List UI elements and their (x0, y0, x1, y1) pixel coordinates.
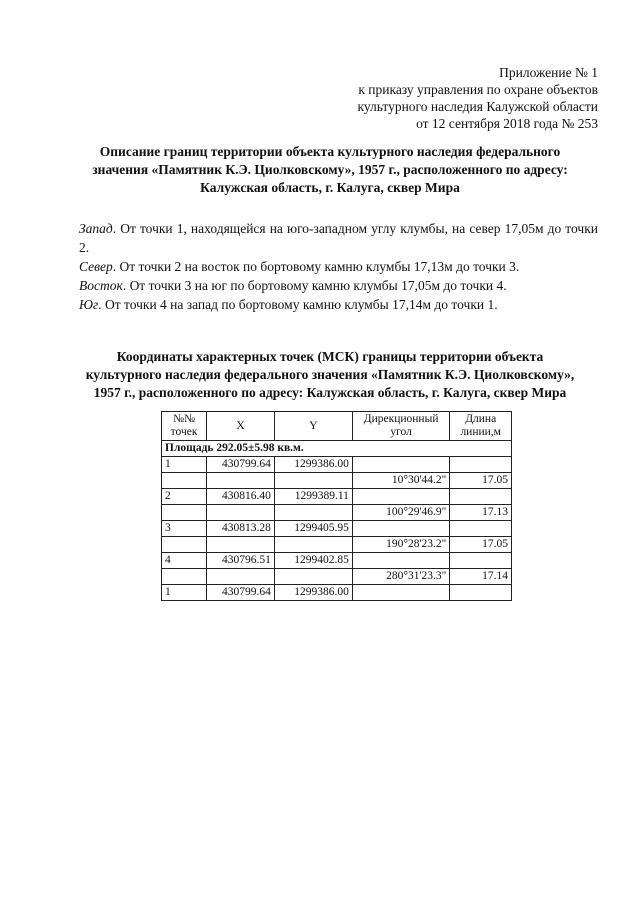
table-row (162, 521, 512, 537)
area-row (162, 441, 512, 457)
appendix-line: от 12 сентября 2018 года № 253 (416, 116, 598, 131)
table-row (162, 489, 512, 505)
cell-x (207, 537, 275, 553)
cell-point (162, 505, 207, 521)
cell-point: 3 (162, 521, 207, 537)
description-west (79, 219, 598, 257)
header-line-length: Длина линии,м (450, 412, 512, 441)
table-row (162, 569, 512, 585)
cell-length (450, 489, 512, 505)
cell-x: 430799.64 (207, 457, 275, 473)
cell-x: 430816.40 (207, 489, 275, 505)
cell-point (162, 569, 207, 585)
cell-point: 2 (162, 489, 207, 505)
cell-angle (352, 585, 450, 601)
cell-x (207, 569, 275, 585)
table-row (162, 473, 512, 489)
cell-angle (352, 489, 450, 505)
cell-x (207, 505, 275, 521)
title-line: Описание границ территории объекта культурного наследия федерального (99, 144, 561, 159)
cell-length (450, 457, 512, 473)
description-north (79, 257, 598, 276)
cell-point: 4 (162, 553, 207, 569)
appendix-line: Приложение № 1 (499, 65, 598, 80)
coordinates-title (60, 348, 600, 402)
cell-length: 17.05 (450, 473, 512, 489)
cell-point (162, 537, 207, 553)
cell-y: 1299386.00 (274, 457, 352, 473)
description-text: . От точки 2 на восток по бортовому камню клумбы 17,13м до точки 3. (112, 259, 520, 274)
description-text: . От точки 4 на запад по бортовому камню клумбы 17,14м до точки 1. (98, 297, 498, 312)
cell-y: 1299389.11 (274, 489, 352, 505)
document-title (60, 143, 600, 197)
cell-y (274, 569, 352, 585)
description-south (79, 295, 598, 314)
cell-y (274, 505, 352, 521)
direction-label: Юг (79, 297, 99, 312)
cell-point (162, 473, 207, 489)
cell-angle: 190°28'23.2" (352, 537, 450, 553)
table-row (162, 553, 512, 569)
boundary-description (79, 219, 598, 314)
cell-y (274, 473, 352, 489)
title-line: Калужская область, г. Калуга, сквер Мира (200, 180, 460, 195)
cell-angle: 100°29'46.9" (352, 505, 450, 521)
header-direction-angle: Дирекционный угол (352, 412, 450, 441)
coordinates-table (161, 411, 512, 601)
cell-x: 430799.64 (207, 585, 275, 601)
cell-point: 1 (162, 585, 207, 601)
area-cell: Площадь 292.05±5.98 кв.м. (162, 441, 512, 457)
cell-angle (352, 553, 450, 569)
direction-label: Восток (79, 278, 123, 293)
cell-angle: 10°30'44.2" (352, 473, 450, 489)
cell-length (450, 521, 512, 537)
cell-x: 430813.28 (207, 521, 275, 537)
appendix-line: культурного наследия Калужской области (357, 99, 598, 114)
cell-point: 1 (162, 457, 207, 473)
description-text: . От точки 1, находящейся на юго-западном углу клумбы, на север 17,05м до точки 2. (79, 221, 598, 255)
direction-label: Север (79, 259, 113, 274)
cell-y: 1299402.85 (274, 553, 352, 569)
direction-label: Запад (79, 221, 113, 236)
description-text: . От точки 3 на юг по бортовому камню клумбы 17,05м до точки 4. (122, 278, 507, 293)
table-row (162, 585, 512, 601)
table-row (162, 537, 512, 553)
cell-y (274, 537, 352, 553)
cell-angle (352, 457, 450, 473)
table-row (162, 457, 512, 473)
cell-length: 17.13 (450, 505, 512, 521)
cell-x (207, 473, 275, 489)
cell-length: 17.05 (450, 537, 512, 553)
cell-angle: 280°31'23.3" (352, 569, 450, 585)
title-line: значения «Памятник К.Э. Циолковскому», 1957 г., расположенного по адресу: (92, 162, 568, 177)
table-header-row (162, 412, 512, 441)
cell-length: 17.14 (450, 569, 512, 585)
title-line: культурного наследия федерального значения «Памятник К.Э. Циолковскому», (85, 367, 575, 382)
header-x: X (207, 412, 275, 441)
title-line: 1957 г., расположенного по адресу: Калужская область, г. Калуга, сквер Мира (93, 385, 567, 400)
cell-length (450, 553, 512, 569)
title-line: Координаты характерных точек (МСК) границы территории объекта (116, 349, 544, 364)
header-y: Y (274, 412, 352, 441)
cell-y: 1299405.95 (274, 521, 352, 537)
appendix-header (357, 64, 598, 132)
cell-x: 430796.51 (207, 553, 275, 569)
header-point-number: №№ точек (162, 412, 207, 441)
cell-length (450, 585, 512, 601)
description-east (79, 276, 598, 295)
cell-angle (352, 521, 450, 537)
appendix-line: к приказу управления по охране объектов (358, 82, 598, 97)
cell-y: 1299386.00 (274, 585, 352, 601)
table-row (162, 505, 512, 521)
